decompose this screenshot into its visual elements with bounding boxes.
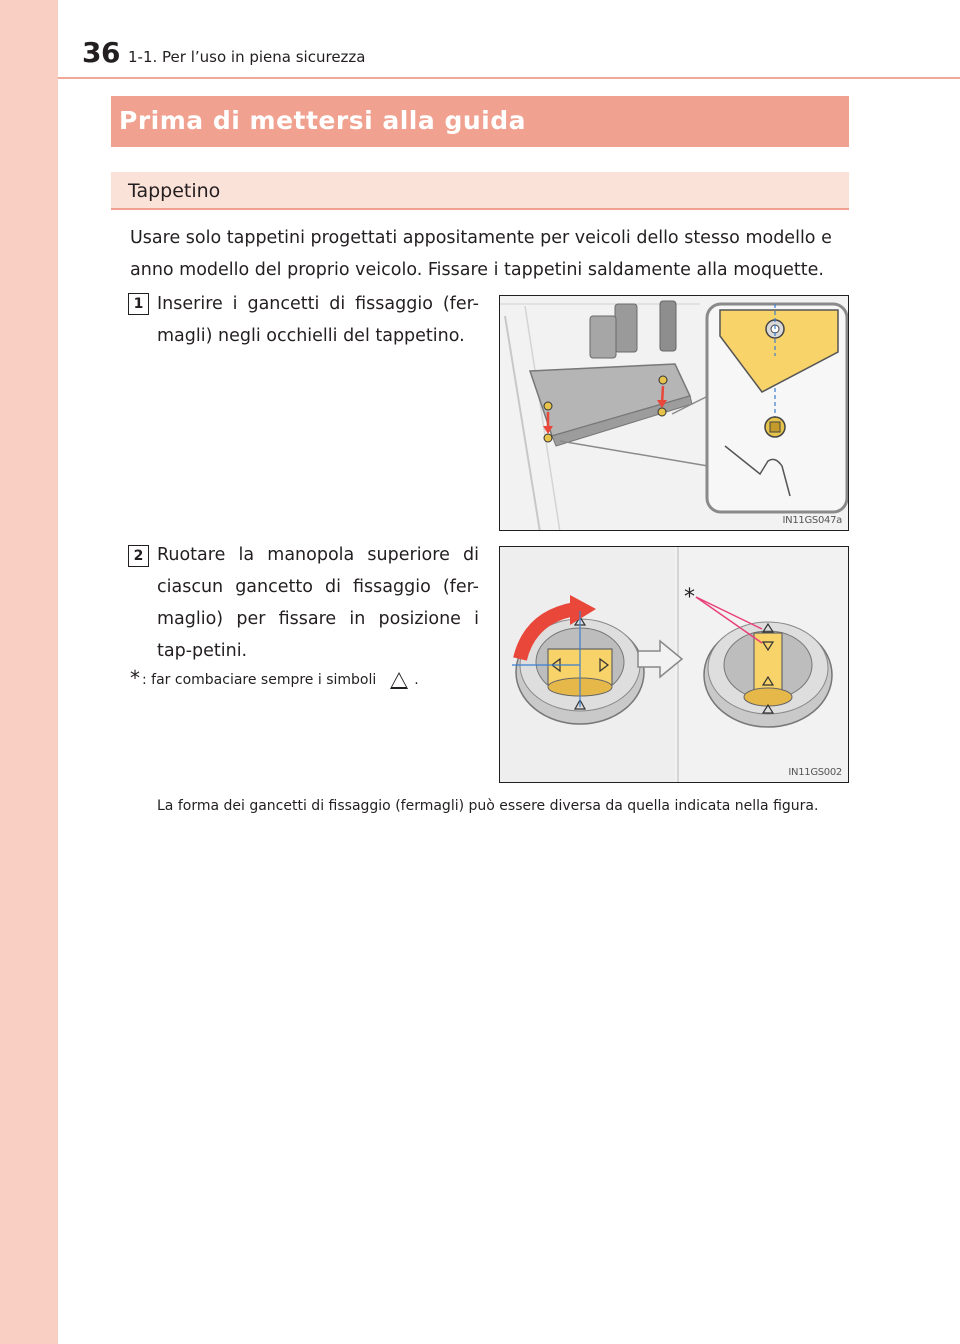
side-color-strip	[0, 0, 58, 1344]
header-divider	[58, 77, 960, 79]
figure-2-star-label: *	[684, 585, 695, 610]
clip-rotation-illustration	[500, 547, 849, 783]
footnote-marker: *	[130, 666, 140, 690]
triangle-symbol-icon	[390, 672, 408, 689]
step-number-1: 1	[128, 293, 149, 315]
footnote-end: .	[414, 672, 419, 688]
step-2-text: Ruotare la manopola superiore di ciascun gancetto di fissaggio (fer-maglio) per fissare in posizione i tap-petini.	[157, 545, 479, 661]
figure-2-code: IN11GS002	[788, 767, 842, 778]
subsection-title: Tappetino	[128, 180, 221, 202]
footnote-text: : far combaciare sempre i simboli	[142, 672, 377, 688]
intro-paragraph: Usare solo tappetini progettati appositamente per veicoli dello stesso modello e anno modello del proprio veicolo. Fissare i tappetini saldamente alla moquette.	[130, 228, 832, 280]
subsection-bar	[111, 172, 849, 210]
floor-mat-illustration	[500, 296, 849, 531]
figure-clip-rotation	[499, 546, 849, 783]
note-paragraph: La forma dei gancetti di fissaggio (fermagli) può essere diversa da quella indicata nella figura.	[157, 798, 819, 814]
chapter-title: 1-1. Per l’uso in piena sicurezza	[128, 48, 366, 66]
page-number: 36	[82, 36, 120, 69]
figure-floor-mat-hooks	[499, 295, 849, 531]
section-title: Prima di mettersi alla guida	[119, 106, 526, 135]
step-number-2: 2	[128, 545, 149, 567]
figure-1-code: IN11GS047a	[782, 515, 842, 526]
footnote	[130, 668, 419, 692]
step-1-text: Inserire i gancetti di fissaggio (fer-magli) negli occhielli del tappetino.	[157, 294, 479, 346]
section-title-bar	[111, 96, 849, 147]
